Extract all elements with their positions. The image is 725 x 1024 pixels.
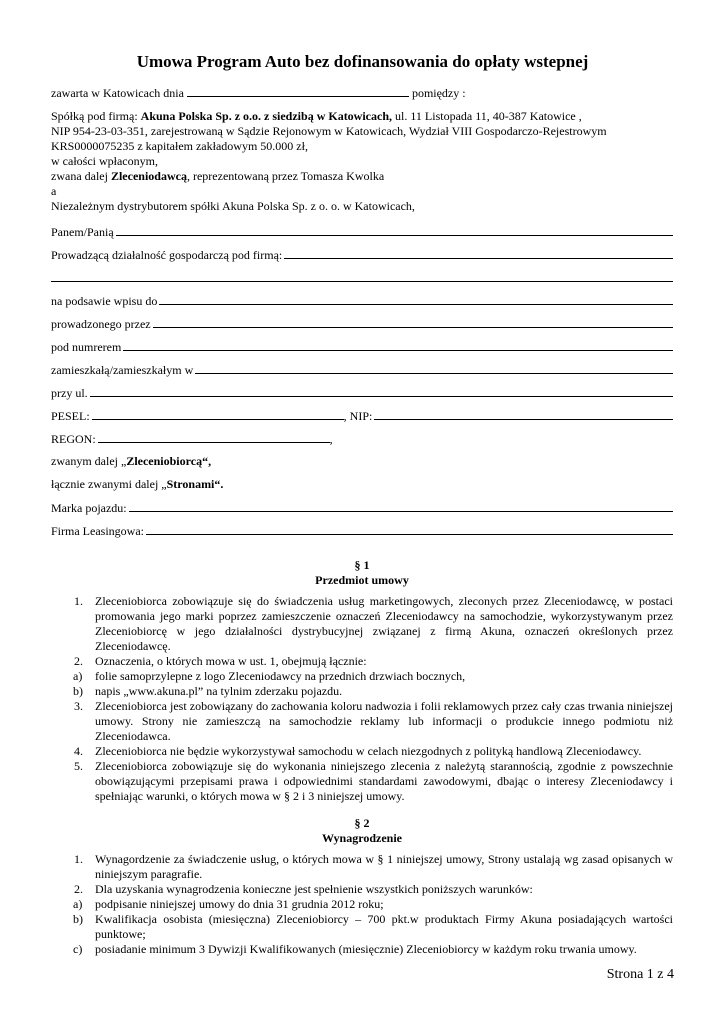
intro-called-line xyxy=(51,169,673,184)
maintained-by-label: prowadzonego przez xyxy=(51,317,151,331)
zwanym-label: zwanym dalej „ xyxy=(51,454,127,468)
section-1-list xyxy=(51,594,673,804)
section-2-item-text: podpisanie niniejszej umowy do dnia 31 grudnia 2012 roku; xyxy=(95,897,384,911)
document-title: Umowa Program Auto bez dofinansowania do opłaty wstepnej xyxy=(136,52,589,71)
section-1-number: § 1 xyxy=(354,558,370,572)
regon-field xyxy=(51,431,673,454)
panem-input[interactable] xyxy=(116,224,673,236)
section-2-item-text: posiadanie minimum 3 Dywizji Kwalifikowanych (miesięcznie) Zleceniobiorcy w każdym roku trwania umowy. xyxy=(95,942,637,956)
company-label: Spółką pod firmą: xyxy=(51,109,141,123)
strony-term: Stronami“. xyxy=(166,477,224,491)
section-1-item-text: Zleceniobiorca nie będzie wykorzystywał samochodu w celach niezgodnych z polityką handlową Zleceniodawcy. xyxy=(95,744,642,758)
street-field xyxy=(51,385,673,408)
intro-date-line xyxy=(51,86,673,101)
business-name-continuation xyxy=(51,270,673,293)
section-1-title: Przedmiot umowy xyxy=(315,573,409,587)
section-1-item xyxy=(51,699,673,744)
section-2-item-text: Dla uzyskania wynagrodzenia konieczne jest spełnienie wszystkich poniższych warunków: xyxy=(95,882,533,896)
section-2-item xyxy=(51,882,673,897)
intro-between-label: pomiędzy : xyxy=(411,86,466,100)
section-2-item-text: Wynagordzenie za świadczenie usług, o których mowa w § 1 niniejszej umowy, Strony ustalają wg zasad opisanych w niniejszym paragrafie. xyxy=(95,852,673,881)
business-name-field xyxy=(51,247,673,270)
business-name-input[interactable] xyxy=(284,247,673,259)
section-1-item xyxy=(51,669,673,684)
intro-krs-line: KRS0000075235 z kapitałem zakładowym 50.000 zł, xyxy=(51,139,308,153)
registry-input[interactable] xyxy=(159,293,673,305)
panem-label: Panem/Panią xyxy=(51,225,114,239)
registry-label: na podsawie wpisu do xyxy=(51,294,158,308)
section-2-item xyxy=(51,942,673,957)
intro-nip-line: NIP 954-23-03-351, zarejestrowaną w Sądzie Rejonowym w Katowicach, Wydział VIII Gospodarczo-Rejestrowym xyxy=(51,124,607,138)
section-1-item-text: Oznaczenia, o których mowa w ust. 1, obejmują łącznie: xyxy=(95,654,367,668)
intro-distributor-line: Niezależnym dystrybutorem spółki Akuna Polska Sp. z o. o. w Katowicach, xyxy=(51,199,415,213)
business-name-input-2[interactable] xyxy=(51,270,673,282)
section-1-item-text: folie samoprzylepne z logo Zleceniodawcy na przednich drzwiach bocznych, xyxy=(95,669,466,683)
section-1-item-marker: 3. xyxy=(74,699,83,713)
section-1-item-marker: 5. xyxy=(74,759,83,773)
street-label: przy ul. xyxy=(51,386,88,400)
section-1-item-text: Zleceniobiorca zobowiązuje się do świadczenia usług marketingowych, zleconych przez Zleceniodawcę, w postaci promowania jego marki poprzez zamieszczenie oznaczeń Zleceniodawcy na samochodzie, wykorzystywanym przez Zleceniobiorcę w jego działalności dystrybucyjnej związanej z firmą Akuna, oznaczeń określonych przez Zleceniodawcę. xyxy=(95,594,673,653)
business-name-label: Prowadzącą działalność gospodarczą pod firmą: xyxy=(51,248,283,262)
section-2-item xyxy=(51,912,673,942)
section-2-item-marker: 2. xyxy=(74,882,83,896)
nip-input[interactable] xyxy=(374,408,673,420)
section-2-title: Wynagrodzenie xyxy=(322,831,402,845)
number-label: pod numrerem xyxy=(51,340,122,354)
intro-paid-line: w całości wpłaconym, xyxy=(51,154,158,168)
residence-input[interactable] xyxy=(195,362,673,374)
date-blank-field[interactable] xyxy=(187,86,409,97)
section-1-item xyxy=(51,744,673,759)
called-label: zwana dalej xyxy=(51,169,111,183)
maintained-by-input[interactable] xyxy=(153,316,673,328)
document-body xyxy=(51,86,673,957)
intro-company-line xyxy=(51,109,673,124)
section-1-item-text: napis „www.akuna.pl” na tylnim zderzaku pojazdu. xyxy=(95,684,343,698)
section-1-item-marker: 2. xyxy=(74,654,83,668)
residence-field xyxy=(51,362,673,385)
section-2-item-marker: a) xyxy=(73,897,83,911)
section-1-item xyxy=(51,594,673,654)
section-1-item-marker: a) xyxy=(73,669,83,683)
company-address: ul. 11 Listopada 11, 40-387 Katowice , xyxy=(392,109,582,123)
leasing-company-label: Firma Leasingowa: xyxy=(51,524,144,538)
pesel-nip-field xyxy=(51,408,673,431)
regon-input[interactable] xyxy=(98,431,330,443)
regon-comma: , xyxy=(329,432,333,446)
section-2-item-marker: 1. xyxy=(74,852,83,866)
lacznie-label: łącznie zwanymi dalej „ xyxy=(51,477,167,491)
section-2-number: § 2 xyxy=(354,816,370,830)
section-2-list xyxy=(51,852,673,957)
section-1-item xyxy=(51,684,673,699)
section-1-item-text: Zleceniobiorca zobowiązuje się do wykonania niniejszego zlecenia z należytą starannością, zgodnie z powszechnie obowiązującymi przepisami prawa i odpowiednimi standardami zawodowymi, dbając o interesy Zleceniodawcy i spełniając warunki, o których mowa w § 2 i 3 niniejszej umowy. xyxy=(95,759,673,803)
vehicle-brand-label: Marka pojazdu: xyxy=(51,501,127,515)
section-1 xyxy=(51,558,673,804)
panem-field xyxy=(51,224,673,247)
residence-label: zamieszkałą/zamieszkałym w xyxy=(51,363,194,377)
vehicle-brand-field xyxy=(51,500,673,523)
section-1-item-marker: 4. xyxy=(74,744,83,758)
maintained-by-field xyxy=(51,316,673,339)
vehicle-brand-input[interactable] xyxy=(129,500,673,512)
pesel-input[interactable] xyxy=(92,408,344,420)
registry-field xyxy=(51,293,673,316)
company-name: Akuna Polska Sp. z o.o. z siedzibą w Katowicach, xyxy=(140,109,393,123)
leasing-company-input[interactable] xyxy=(146,523,673,535)
section-2-item-marker: b) xyxy=(73,912,83,926)
section-1-item-marker: 1. xyxy=(74,594,83,608)
section-2-item xyxy=(51,852,673,882)
leasing-company-field xyxy=(51,523,673,546)
section-2-item-text: Kwalifikacja osobista (miesięczna) Zleceniobiorcy – 700 pkt.w produktach Firmy Akuna posiadających wartości punktowe; xyxy=(95,912,673,941)
section-1-item-text: Zleceniobiorca jest zobowiązany do zachowania koloru nadwozia i folii reklamowych przez cały czas trwania niniejszej umowy. Strony nie zamieszczą na samochodzie reklamy lub informacji o produkcie innego podmiotu niż Zleceniodawca. xyxy=(95,699,673,743)
regon-label: REGON: xyxy=(51,432,96,446)
intro-and-line: a xyxy=(51,184,57,198)
section-2 xyxy=(51,816,673,957)
number-input[interactable] xyxy=(123,339,673,351)
section-1-item xyxy=(51,759,673,804)
section-2-item xyxy=(51,897,673,912)
section-1-item-marker: b) xyxy=(73,684,83,698)
representative-text: , reprezentowaną przez Tomasza Kwolka xyxy=(186,169,385,183)
zleceniodawca-term: Zleceniodawcą xyxy=(110,169,187,183)
section-2-item-marker: c) xyxy=(73,942,83,956)
pesel-label: PESEL: xyxy=(51,409,90,423)
section-1-item xyxy=(51,654,673,669)
street-input[interactable] xyxy=(90,385,673,397)
zwanym-line xyxy=(51,454,673,477)
zleceniobiorca-term: Zleceniobiorcą“, xyxy=(126,454,212,468)
nip-label: , NIP: xyxy=(343,409,373,423)
page-number: Strona 1 z 4 xyxy=(606,967,674,982)
number-field xyxy=(51,339,673,362)
lacznie-line xyxy=(51,477,673,500)
intro-date-label: zawarta w Katowicach dnia xyxy=(51,86,184,100)
